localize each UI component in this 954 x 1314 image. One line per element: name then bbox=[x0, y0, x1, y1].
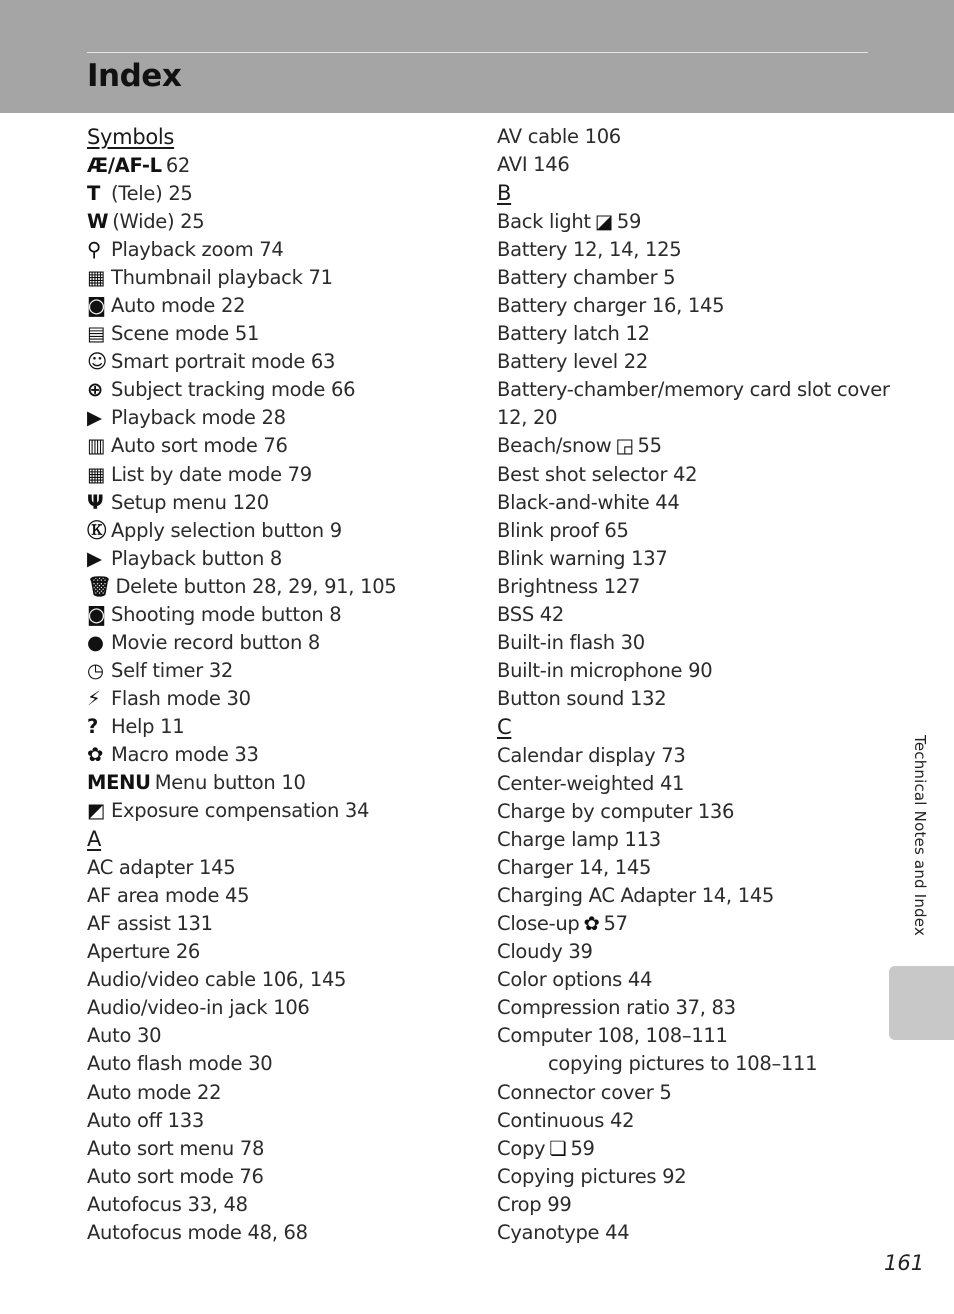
trash-icon: 🗑 bbox=[87, 574, 112, 598]
index-entry: Blink proof 65 bbox=[497, 518, 629, 542]
index-entry bbox=[87, 797, 477, 825]
index-entry-text: Beach/snow bbox=[497, 434, 612, 458]
thumbnail-icon: ▦ bbox=[87, 266, 106, 290]
list-by-date-icon: ▦ bbox=[87, 462, 106, 486]
index-entry bbox=[87, 629, 477, 657]
index-entry: Auto 30 bbox=[87, 1024, 162, 1048]
index-entry: Auto off 133 bbox=[87, 1108, 204, 1132]
index-entry: Auto mode 22 bbox=[87, 1080, 222, 1104]
index-entry: AC adapter 145 bbox=[87, 856, 236, 880]
index-entry bbox=[87, 741, 477, 769]
index-entry-page: 55 bbox=[637, 434, 662, 458]
index-entry bbox=[87, 657, 477, 685]
help-icon: ? bbox=[87, 714, 99, 738]
index-entry bbox=[87, 320, 477, 348]
index-entry-text: Back light bbox=[497, 210, 591, 234]
macro-icon: ✿ bbox=[87, 742, 104, 766]
index-entry: Battery charger 16, 145 bbox=[497, 294, 725, 318]
camera-icon: ◙ bbox=[87, 602, 106, 626]
index-entry-page: 59 bbox=[616, 210, 642, 234]
index-entry: Autofocus 33, 48 bbox=[87, 1192, 248, 1216]
playback-icon: ▶ bbox=[87, 406, 102, 430]
header-rule bbox=[87, 52, 868, 53]
index-entry-text: Close-up bbox=[497, 912, 580, 936]
index-entry bbox=[87, 180, 477, 208]
side-tab-label: Technical Notes and Index bbox=[911, 735, 929, 937]
index-entry-text: Playback button 8 bbox=[111, 546, 283, 570]
index-entry: Built-in microphone 90 bbox=[497, 658, 713, 682]
index-entry: Auto sort menu 78 bbox=[87, 1136, 265, 1160]
index-entry bbox=[87, 264, 477, 292]
index-entry bbox=[497, 208, 877, 236]
index-entry-text: (Wide) 25 bbox=[112, 210, 205, 234]
index-entry bbox=[497, 910, 877, 938]
index-entry: Autofocus mode 48, 68 bbox=[87, 1220, 308, 1244]
index-entry: Auto flash mode 30 bbox=[87, 1052, 273, 1076]
copy-icon: ❏ bbox=[549, 1136, 567, 1160]
tele-icon: T bbox=[87, 182, 101, 206]
subject-tracking-icon: ⊕ bbox=[87, 378, 104, 402]
index-entry: Charger 14, 145 bbox=[497, 856, 652, 880]
index-entry: Auto sort mode 76 bbox=[87, 1164, 264, 1188]
index-entry: Continuous 42 bbox=[497, 1108, 635, 1132]
index-entry: BSS 42 bbox=[497, 602, 565, 626]
index-entry: Best shot selector 42 bbox=[497, 462, 698, 486]
index-entry-text: Thumbnail playback 71 bbox=[111, 266, 333, 290]
index-section-heading: A bbox=[87, 827, 102, 852]
index-entry-text: Exposure compensation 34 bbox=[111, 799, 370, 823]
index-entry: Charge by computer 136 bbox=[497, 800, 735, 824]
index-entry-text: Apply selection button 9 bbox=[111, 518, 342, 542]
index-entry: Battery level 22 bbox=[497, 350, 648, 374]
index-entry-text: Flash mode 30 bbox=[111, 686, 251, 710]
index-entry-text: Self timer 32 bbox=[111, 658, 234, 682]
index-entry: Built-in flash 30 bbox=[497, 630, 645, 654]
index-entry: Battery latch 12 bbox=[497, 322, 650, 346]
index-entry: Connector cover 5 bbox=[497, 1080, 672, 1104]
self-timer-icon: ◷ bbox=[87, 658, 104, 682]
index-entry: Audio/video-in jack 106 bbox=[87, 996, 310, 1020]
index-column-left bbox=[87, 123, 477, 1247]
index-entry: Compression ratio 37, 83 bbox=[497, 996, 736, 1020]
index-entry: AF assist 131 bbox=[87, 912, 213, 936]
index-entry-text: Delete button 28, 29, 91, 105 bbox=[115, 574, 397, 598]
ok-icon: Ⓚ bbox=[87, 518, 107, 542]
smart-portrait-icon: ☺ bbox=[87, 350, 108, 374]
index-entry: Brightness 127 bbox=[497, 574, 641, 598]
index-entry-text: Scene mode 51 bbox=[111, 322, 260, 346]
index-entry bbox=[87, 236, 477, 264]
close-up-icon: ✿ bbox=[583, 912, 600, 936]
index-entry bbox=[497, 432, 877, 460]
index-entry: Cloudy 39 bbox=[497, 940, 593, 964]
index-subentry: copying pictures to 108–111 bbox=[548, 1052, 818, 1076]
index-entry: Crop 99 bbox=[497, 1192, 572, 1216]
index-entry: Battery-chamber/memory card slot cover bbox=[497, 378, 890, 402]
index-entry: Center-weighted 41 bbox=[497, 771, 685, 795]
index-entry: Battery 12, 14, 125 bbox=[497, 238, 682, 262]
index-entry: Cyanotype 44 bbox=[497, 1220, 630, 1244]
index-entry bbox=[497, 1135, 877, 1163]
index-entry bbox=[87, 573, 477, 601]
index-entry-text: Auto mode 22 bbox=[111, 294, 246, 318]
index-section-heading: B bbox=[497, 181, 512, 206]
playback-zoom-icon: ⚲ bbox=[87, 238, 101, 262]
ae-af-lock-icon: Æ/AF-L bbox=[87, 154, 162, 177]
index-entry: Audio/video cable 106, 145 bbox=[87, 968, 347, 992]
index-entry-text: Movie record button 8 bbox=[111, 630, 321, 654]
index-entry: Charge lamp 113 bbox=[497, 828, 661, 852]
index-entry-text: Subject tracking mode 66 bbox=[111, 378, 356, 402]
index-entry bbox=[87, 601, 477, 629]
index-entry bbox=[87, 348, 477, 376]
index-entry-text: Playback zoom 74 bbox=[111, 238, 284, 262]
index-entry-text: 62 bbox=[165, 154, 191, 177]
beach-snow-icon: ◲ bbox=[615, 434, 634, 458]
index-entry bbox=[87, 489, 477, 517]
index-entry-text: Shooting mode button 8 bbox=[111, 602, 342, 626]
index-entry-text: Menu button 10 bbox=[154, 771, 306, 795]
page-title: Index bbox=[87, 58, 182, 94]
index-entry: AF area mode 45 bbox=[87, 884, 250, 908]
index-entry: AV cable 106 bbox=[497, 125, 621, 148]
index-entry-text: (Tele) 25 bbox=[111, 182, 193, 206]
index-entry bbox=[87, 517, 477, 545]
index-entry bbox=[87, 769, 477, 797]
auto-sort-icon: ▥ bbox=[87, 434, 106, 458]
index-entry-text: List by date mode 79 bbox=[111, 462, 312, 486]
index-entry bbox=[87, 461, 477, 489]
index-column-right bbox=[497, 123, 890, 1247]
side-tab bbox=[889, 966, 954, 1040]
camera-icon: ◙ bbox=[87, 294, 106, 318]
index-entry: 12, 20 bbox=[497, 406, 558, 430]
index-entry-page: 57 bbox=[603, 912, 628, 936]
index-entry-page: 59 bbox=[570, 1136, 595, 1160]
index-entry-text: Macro mode 33 bbox=[111, 742, 259, 766]
index-entry: Aperture 26 bbox=[87, 940, 201, 964]
wide-icon: W bbox=[87, 210, 109, 234]
index-entry bbox=[87, 545, 477, 573]
flash-icon: ⚡ bbox=[87, 686, 101, 710]
page-number: 161 bbox=[884, 1251, 925, 1275]
index-entry: Computer 108, 108–111 bbox=[497, 1024, 728, 1048]
index-section-heading: C bbox=[497, 714, 512, 739]
index-entry bbox=[87, 376, 477, 404]
index-entry-text: Auto sort mode 76 bbox=[111, 434, 288, 458]
exposure-icon: ◩ bbox=[87, 799, 106, 823]
index-entry-text: Smart portrait mode 63 bbox=[111, 350, 336, 374]
setup-icon: Ψ bbox=[87, 490, 104, 514]
index-entry-text: Help 11 bbox=[111, 714, 185, 738]
index-entry bbox=[87, 152, 477, 180]
playback-icon: ▶ bbox=[87, 546, 102, 570]
scene-icon: ▤ bbox=[87, 322, 106, 346]
index-entry bbox=[87, 292, 477, 320]
index-entry-text: Playback mode 28 bbox=[111, 406, 286, 430]
index-entry: Copying pictures 92 bbox=[497, 1164, 687, 1188]
index-entry bbox=[87, 404, 477, 432]
index-entry: Battery chamber 5 bbox=[497, 266, 676, 290]
index-entry: Black-and-white 44 bbox=[497, 490, 680, 514]
index-entry: Calendar display 73 bbox=[497, 743, 686, 767]
index-entry: Button sound 132 bbox=[497, 686, 667, 710]
index-entry: Charging AC Adapter 14, 145 bbox=[497, 884, 775, 908]
index-entry bbox=[87, 713, 477, 741]
index-entry-text: Copy bbox=[497, 1136, 546, 1160]
index-entry bbox=[87, 685, 477, 713]
record-icon: ● bbox=[87, 630, 104, 654]
page-header-band bbox=[0, 0, 954, 113]
index-entry: AVI 146 bbox=[497, 153, 570, 177]
backlight-icon: ◪ bbox=[594, 210, 613, 234]
index-section-heading: Symbols bbox=[87, 125, 175, 149]
index-entry bbox=[87, 432, 477, 460]
index-entry: Color options 44 bbox=[497, 968, 653, 992]
menu-icon: MENU bbox=[87, 771, 151, 795]
index-entry bbox=[87, 208, 477, 236]
index-entry: Blink warning 137 bbox=[497, 546, 668, 570]
index-entry-text: Setup menu 120 bbox=[111, 490, 269, 514]
